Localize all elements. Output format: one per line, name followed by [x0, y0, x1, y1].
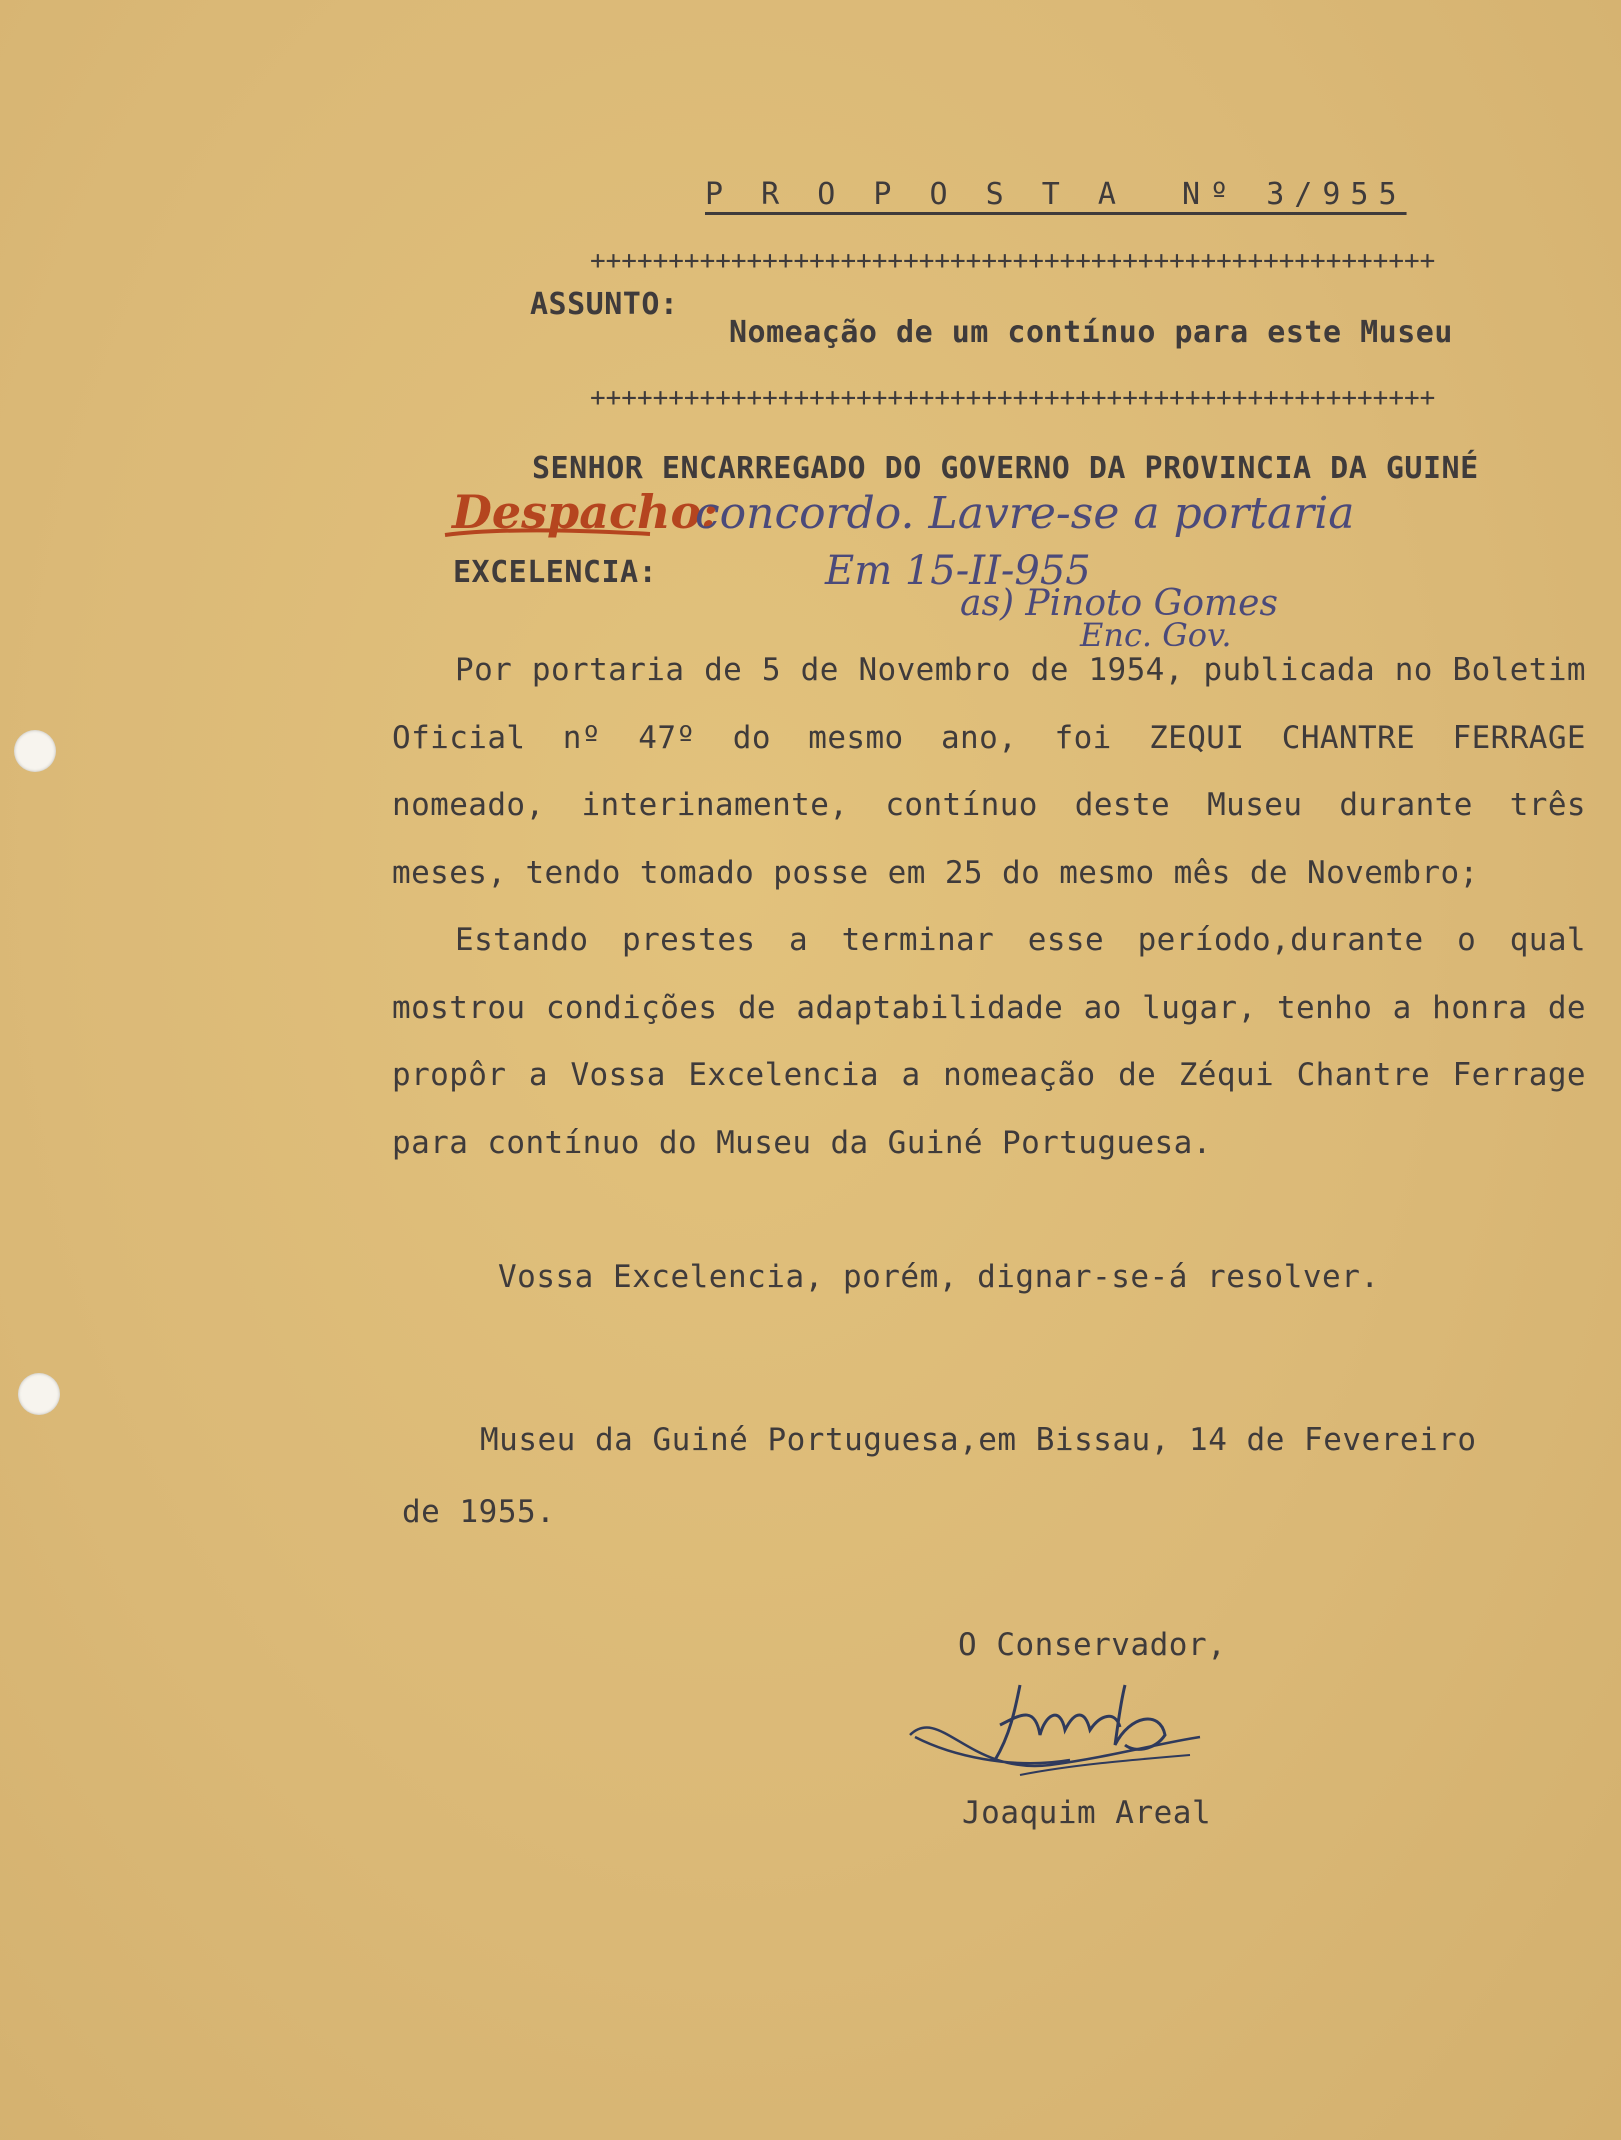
punch-hole-bottom [18, 1373, 60, 1415]
signature-name: Joaquim Areal [962, 1795, 1212, 1831]
salutation: EXCELENCIA: [453, 555, 658, 590]
body-paragraph-1: Por portaria de 5 de Novembro de 1954, publicada no Boletim Oficial nº 47º do mesmo ano, foi ZEQUI CHANTRE FERRAGE nomeado, interinamente, contínuo deste Museu durante três meses, tendo tomado posse em 25 do mesmo mês de Novembro; [392, 652, 1586, 891]
body-paragraph-2: Estando prestes a terminar esse período,durante o qual mostrou condições de adaptabilidade ao lugar, tenho a honra de propôr a Vossa Excelencia a nomeação de Zéqui Chantre Ferrage para contínuo do Museu da Guiné Portuguesa. [392, 922, 1586, 1161]
annotation-underline [440, 520, 660, 550]
handwritten-signature [900, 1665, 1240, 1795]
punch-hole-top [14, 730, 56, 772]
document-title: P R O P O S T A Nº 3/955 [705, 177, 1407, 212]
subject-label: ASSUNTO: [530, 287, 679, 322]
addressee-line: SENHOR ENCARREGADO DO GOVERNO DA PROVINCIA DA GUINÉ [532, 451, 1479, 486]
annotation-line-2: Em 15-II-955 [825, 548, 1091, 594]
place-date-line-1: Museu da Guiné Portuguesa,em Bissau, 14 de Fevereiro [480, 1422, 1477, 1458]
separator-top: ++++++++++++++++++++++++++++++++++++++++++++++++++++++ [590, 246, 1436, 276]
annotation-line-3: as) Pinoto Gomes [960, 583, 1278, 624]
annotation-label: Despacho: [452, 485, 719, 539]
subject-text: Nomeação de um contínuo para este Museu [729, 315, 1453, 350]
separator-bottom: ++++++++++++++++++++++++++++++++++++++++++++++++++++++ [590, 383, 1436, 413]
place-date-line-2: de 1955. [402, 1494, 556, 1530]
annotation-line-1: concordo. Lavre-se a portaria [695, 488, 1355, 539]
signature-role: O Conservador, [958, 1627, 1227, 1663]
annotation-line-4: Enc. Gov. [1080, 616, 1232, 654]
closing-line: Vossa Excelencia, porém, dignar-se-á resolver. [498, 1259, 1380, 1295]
